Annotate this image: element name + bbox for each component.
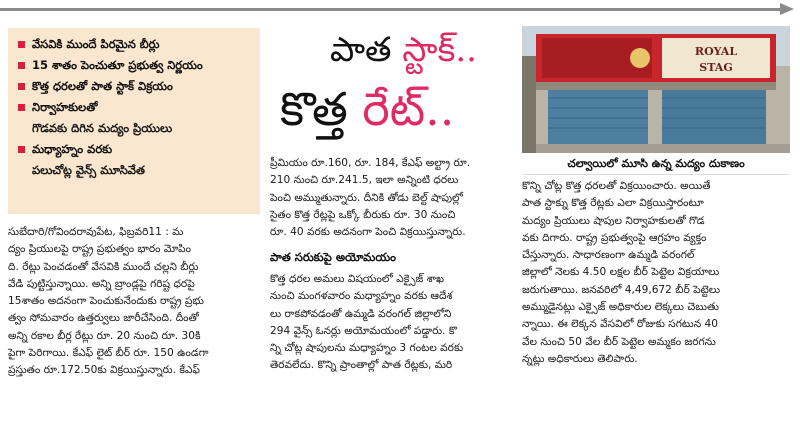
article-column-left — [8, 224, 261, 380]
bullet-icon — [18, 41, 25, 48]
body-line: వేడి పుట్టిస్తున్నాయి. అన్ని బ్రాండ్లపై గరిష్ట ధరపై — [8, 277, 195, 290]
highlight-continuation: గొడవకు దిగిన మద్యం ప్రియులు — [32, 121, 173, 135]
highlight-item — [18, 97, 254, 118]
body-line: ది. రేట్లు పెంచడంతో వేసవికి ముందే చల్లని బీర్లు — [8, 260, 199, 273]
body-line: పాత స్టాక్ను కొత్త రేట్లకు ఎలా విక్రయిస్తారంటూ — [522, 197, 704, 210]
body-line: 15శాతం అదనంగా పెంచుకునేందుకు రాష్ట్ర ప్రభు — [8, 295, 204, 308]
body-line: కొన్ని చోట్ల కొత్త ధరలతో విక్రయించారు. అయితే — [522, 180, 711, 192]
headline-word-accent: రేట్.. — [362, 82, 455, 136]
body-line: మద్యం ప్రియులు షాపుల నిర్వాహకులతో గొడ — [522, 214, 705, 227]
body-line: కొత్త ధరల అమలు విషయంలో ఎక్సైజ్ శాఖ — [270, 273, 444, 285]
photo-caption: చల్వాయిలో మూసి ఉన్న మద్యం దుకాణం — [522, 153, 790, 175]
body-line: వేల నుంచి 50 వేల బీర్ పెట్టెల అమ్మకం జరగను — [522, 335, 716, 348]
headline-word-accent: స్టాక్.. — [402, 30, 477, 70]
body-line: లు రాకపోవడంతో ఉమ్మడి వరంగల్ జిల్లాలోని — [270, 307, 452, 320]
shop-photo-illustration — [522, 26, 790, 153]
body-line: 294 వైన్స్ ఓనర్లు అయోమయంలో పడ్డారు. కొ — [270, 324, 458, 337]
headline-word: పాత — [330, 30, 392, 70]
body-line: రూ. 40 వరకు అదనంగా పెంచి విక్రయిస్తున్నారు. — [270, 226, 466, 239]
body-line: న్నట్లు అధికారులు తెలిపారు. — [522, 352, 638, 365]
body-line: తెరవలేదు. కొన్ని ప్రాంతాల్లో పాత రేట్లకు, మరి — [270, 359, 453, 372]
headline — [270, 20, 515, 150]
highlight-text: వేసవికి ముందే పిరమైన బీర్లు — [32, 37, 160, 51]
body-line: న్ని చోట్ల షాపులను మధ్యాహ్నం 3 గంటల వరకు — [270, 342, 464, 355]
body-line: త్వం సోమవారం ఉత్తర్వులు జారీచేసింది. దీంతో — [8, 312, 199, 325]
body-line: జరుగుతాయి. జనవరిలో 4,49,672 బీర్ పెట్టెలు — [522, 283, 720, 296]
body-line: ప్రీమియం రూ.160, రూ. 184, కేఎఫ్ అల్ట్రా రూ. — [270, 157, 471, 169]
bullet-icon — [18, 146, 25, 153]
bullet-icon — [18, 104, 25, 111]
liquor-shop-photo — [522, 26, 790, 153]
article-column-middle-top — [270, 155, 515, 241]
highlight-item — [18, 55, 254, 76]
top-rule — [0, 8, 790, 11]
bullet-icon — [18, 83, 25, 90]
body-line: నుంచి మంగళవారం మధ్యాహ్నం వరకు ఆదేశ — [270, 290, 453, 303]
sign-text: ROYAL — [694, 45, 738, 58]
article-column-right — [522, 178, 790, 368]
body-line: ద్యం ప్రియులపై రాష్ట్ర ప్రభుత్వం భారం మోపిం — [8, 243, 192, 256]
sign-text: STAG — [699, 61, 733, 74]
highlight-text: 15 శాతం పెంచుతూ ప్రభుత్వ నిర్ణయం — [32, 58, 203, 72]
article-column-middle-bottom — [270, 271, 515, 375]
highlight-text: కొత్త ధరలతో పాత స్టాక్ విక్రయం — [32, 79, 173, 93]
body-line: అన్ని రకాల బీర్ల రేట్లు రూ. 20 నుంచి రూ. 30కి — [8, 329, 201, 342]
body-line: సుబేదారి/గోవిందరావుపేట, ఫిబ్రవరి11 : మ — [8, 226, 184, 238]
highlight-item — [18, 139, 254, 160]
body-line: వకు దిగారు. రాష్ట్ర ప్రభుత్వంపై ఆగ్రహం వ్యక్తం — [522, 231, 707, 244]
highlight-item — [18, 76, 254, 97]
body-line: 210 నుంచి రూ.241.5, ఇలా అన్నింటి ధరలు — [270, 174, 459, 187]
section-subheading: పాత సరుకుపై అయోమయం — [270, 250, 396, 264]
headline-word: కొత్త — [280, 82, 348, 136]
top-arrow-icon — [780, 3, 794, 15]
body-line: జిల్లాలో నెలకు 4.50 లక్షల బీర్ పెట్టెల విక్రయాలు — [522, 266, 720, 279]
highlight-continuation: పలుచోట్ల వైన్స్ మూసివేత — [32, 163, 145, 177]
body-line: పైగా పెరిగాయి. కేఎఫ్ లైట్ బీర్ రూ. 150 ఉండగా — [8, 347, 209, 360]
highlights-box — [8, 28, 260, 214]
highlight-text: నిర్వాహకులతో — [32, 100, 98, 114]
headline-line-1 — [330, 30, 477, 78]
highlight-item — [18, 34, 254, 55]
headline-line-2 — [280, 82, 454, 148]
body-line: ప్రస్తుతం రూ.172.50కు విక్రయిస్తున్నారు. కేఎఫ్ — [8, 364, 200, 377]
body-line: న్నాయి. ఈ లెక్కన వేసవిలో రోజుకు సగటున 40 — [522, 318, 719, 331]
body-line: అమ్ముడైనట్లు ఎక్సైజ్ అధికారుల లెక్కలు చెబుతు — [522, 301, 719, 314]
highlight-text: మధ్యాహ్నం వరకు — [32, 142, 113, 156]
body-line: పెంచి అమ్ముతున్నారు. దీనికి తోడు బెల్ట్ షాపుల్లో — [270, 191, 463, 204]
body-line: చేస్తున్నారు. సాధారణంగా ఉమ్మడి వరంగల్ — [522, 249, 695, 262]
body-line: సైతం కొత్త రేట్లపై ఒక్కో బీరుకు రూ. 30 నుంచి — [270, 208, 456, 221]
bullet-icon — [18, 62, 25, 69]
